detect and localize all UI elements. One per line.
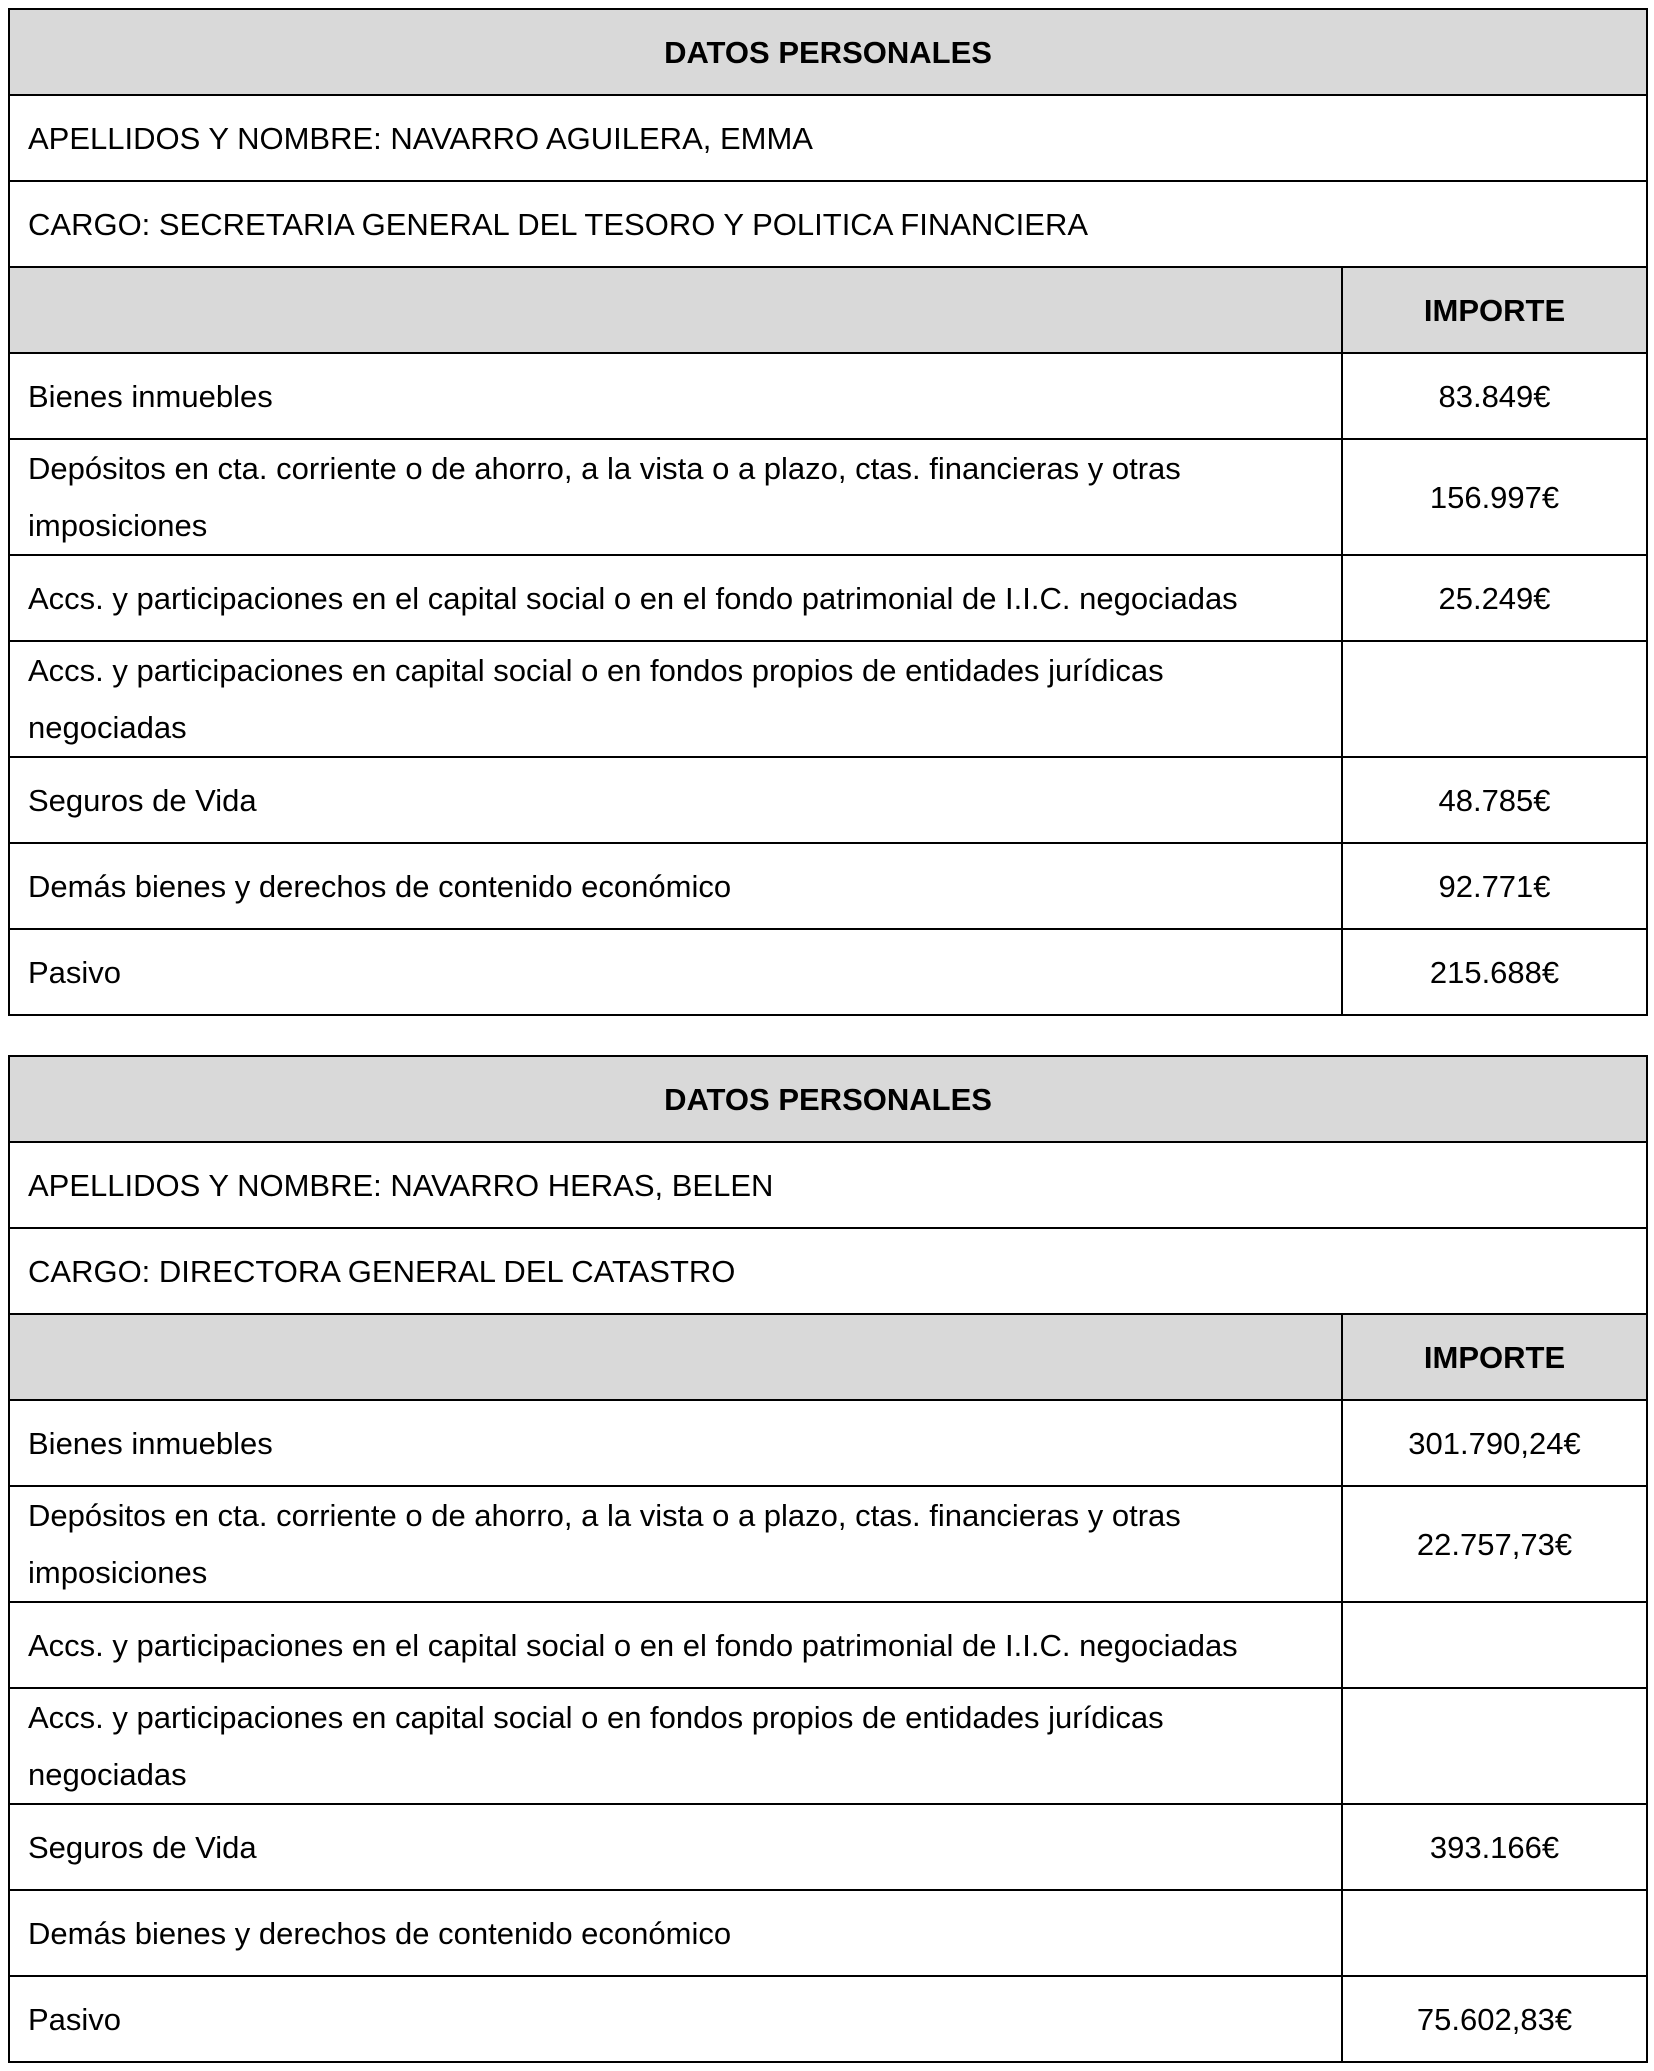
column-header-label <box>9 267 1342 353</box>
row-amount: 25.249€ <box>1342 555 1647 641</box>
row-amount <box>1342 1602 1647 1688</box>
row-label: Pasivo <box>9 1976 1342 2062</box>
section-header-row <box>9 9 1647 95</box>
row-amount: 83.849€ <box>1342 353 1647 439</box>
row-label: Demás bienes y derechos de contenido económico <box>9 1890 1342 1976</box>
table-row <box>9 1804 1647 1890</box>
column-header-row <box>9 1314 1647 1400</box>
table-row <box>9 1976 1647 2062</box>
table-row <box>9 843 1647 929</box>
name-line: APELLIDOS Y NOMBRE: NAVARRO AGUILERA, EMMA <box>9 95 1647 181</box>
row-label: Bienes inmuebles <box>9 353 1342 439</box>
row-label: Seguros de Vida <box>9 757 1342 843</box>
name-row <box>9 1142 1647 1228</box>
row-label: Pasivo <box>9 929 1342 1015</box>
name-row <box>9 95 1647 181</box>
name-line: APELLIDOS Y NOMBRE: NAVARRO HERAS, BELEN <box>9 1142 1647 1228</box>
row-label: Demás bienes y derechos de contenido económico <box>9 843 1342 929</box>
table-row <box>9 1486 1647 1602</box>
column-header-amount: IMPORTE <box>1342 1314 1647 1400</box>
row-amount <box>1342 1890 1647 1976</box>
table-row <box>9 439 1647 555</box>
table-row <box>9 757 1647 843</box>
row-label: Accs. y participaciones en capital social o en fondos propios de entidades jurídicas negociadas <box>9 1688 1342 1804</box>
row-label: Seguros de Vida <box>9 1804 1342 1890</box>
column-header-row <box>9 267 1647 353</box>
row-amount <box>1342 1688 1647 1804</box>
cargo-line: CARGO: DIRECTORA GENERAL DEL CATASTRO <box>9 1228 1647 1314</box>
row-amount: 48.785€ <box>1342 757 1647 843</box>
row-label: Depósitos en cta. corriente o de ahorro, a la vista o a plazo, ctas. financieras y otras imposiciones <box>9 439 1342 555</box>
table-row <box>9 555 1647 641</box>
table-row <box>9 353 1647 439</box>
cargo-line: CARGO: SECRETARIA GENERAL DEL TESORO Y POLITICA FINANCIERA <box>9 181 1647 267</box>
row-amount: 75.602,83€ <box>1342 1976 1647 2062</box>
declaration-table-1 <box>8 8 1648 1016</box>
row-label: Accs. y participaciones en el capital social o en el fondo patrimonial de I.I.C. negociadas <box>9 555 1342 641</box>
row-amount <box>1342 641 1647 757</box>
section-header-row <box>9 1056 1647 1142</box>
table-row <box>9 929 1647 1015</box>
row-label: Depósitos en cta. corriente o de ahorro, a la vista o a plazo, ctas. financieras y otras imposiciones <box>9 1486 1342 1602</box>
row-label: Accs. y participaciones en capital social o en fondos propios de entidades jurídicas negociadas <box>9 641 1342 757</box>
row-label: Bienes inmuebles <box>9 1400 1342 1486</box>
cargo-row <box>9 1228 1647 1314</box>
table-row <box>9 1602 1647 1688</box>
section-header: DATOS PERSONALES <box>9 9 1647 95</box>
row-amount: 215.688€ <box>1342 929 1647 1015</box>
declaration-table-2 <box>8 1055 1648 2063</box>
column-header-amount: IMPORTE <box>1342 267 1647 353</box>
row-amount: 92.771€ <box>1342 843 1647 929</box>
section-header: DATOS PERSONALES <box>9 1056 1647 1142</box>
row-amount: 156.997€ <box>1342 439 1647 555</box>
row-label: Accs. y participaciones en el capital social o en el fondo patrimonial de I.I.C. negociadas <box>9 1602 1342 1688</box>
column-header-label <box>9 1314 1342 1400</box>
row-amount: 301.790,24€ <box>1342 1400 1647 1486</box>
table-row <box>9 1890 1647 1976</box>
table-row <box>9 1688 1647 1804</box>
row-amount: 22.757,73€ <box>1342 1486 1647 1602</box>
cargo-row <box>9 181 1647 267</box>
row-amount: 393.166€ <box>1342 1804 1647 1890</box>
table-row <box>9 1400 1647 1486</box>
table-row <box>9 641 1647 757</box>
